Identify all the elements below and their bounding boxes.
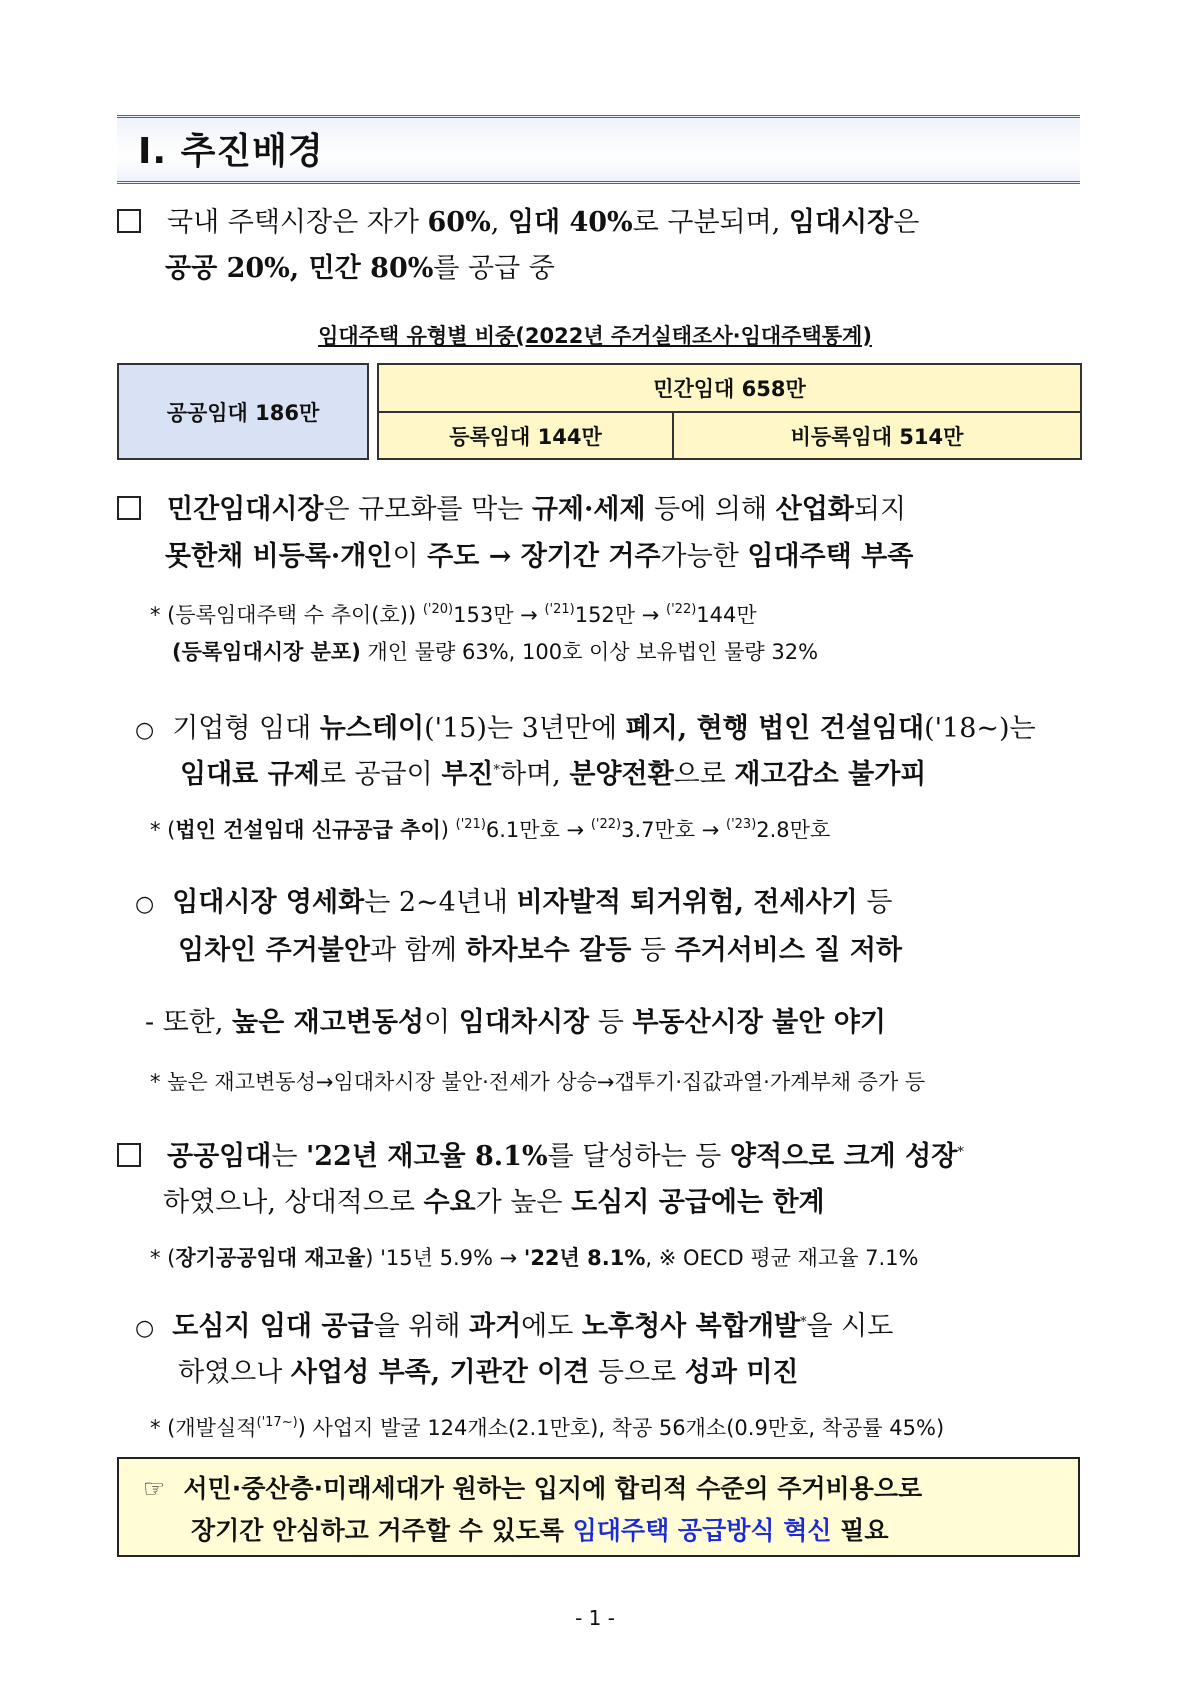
text-bold: 하자보수 갈등 bbox=[465, 935, 632, 966]
registered-rental-cell: 등록임대 144만 bbox=[379, 413, 674, 458]
text: 가능한 bbox=[660, 541, 748, 572]
text: 국내 주택시장은 자가 bbox=[167, 207, 428, 238]
text: * ( bbox=[150, 1246, 176, 1270]
text-bold: 과거 bbox=[469, 1311, 522, 1342]
text: 장기간 안심하고 거주할 수 있도록 bbox=[191, 1516, 573, 1545]
text-bold: 임대료 규제 bbox=[180, 759, 320, 790]
text-bold: 주도 → 장기간 거주 bbox=[427, 541, 661, 572]
text: 로 공급이 bbox=[319, 759, 442, 790]
text: 2.8만호 bbox=[756, 818, 831, 842]
text: 로 구분되며, bbox=[632, 207, 789, 238]
text: 이 bbox=[424, 1007, 459, 1038]
circle-bullet: ○ bbox=[135, 718, 155, 743]
sup: ('23) bbox=[726, 817, 757, 832]
text: 은 bbox=[893, 207, 920, 238]
para-3-line-1 bbox=[135, 706, 1036, 745]
text: 6.1만호 → bbox=[485, 818, 591, 842]
text: ('15)는 3년만에 bbox=[424, 713, 626, 744]
conclusion-box bbox=[117, 1457, 1080, 1557]
sup: ('21) bbox=[544, 602, 575, 617]
text-bold: 임차인 주거불안 bbox=[178, 935, 370, 966]
page-number: - 1 - bbox=[575, 1606, 615, 1630]
text-bold: 높은 재고변동성 bbox=[232, 1007, 425, 1038]
text: 하였으나, 상대적으로 bbox=[163, 1187, 424, 1218]
text: 153만 → bbox=[453, 603, 545, 627]
checkbox-bullet bbox=[117, 209, 141, 233]
text: 개인 물량 63%, 100호 이상 보유법인 물량 32% bbox=[360, 640, 819, 664]
text-bold: 산업화 bbox=[775, 494, 854, 525]
section-title bbox=[138, 123, 324, 174]
public-rental-cell: 공공임대 186만 bbox=[117, 363, 369, 460]
text: ) 사업지 발굴 124개소(2.1만호), 착공 56개소(0.9만호, 착공률 45%) bbox=[297, 1416, 945, 1440]
sup: * bbox=[493, 763, 500, 778]
circle-bullet: ○ bbox=[135, 1316, 155, 1341]
text: ) bbox=[440, 818, 456, 842]
text-bold: 규제·세제 bbox=[531, 494, 646, 525]
text-bold: 도심지 임대 공급 bbox=[172, 1311, 374, 1342]
sup: * bbox=[799, 1315, 807, 1330]
para-2-line-1 bbox=[117, 487, 906, 526]
sup: ('21) bbox=[455, 817, 486, 832]
text: 하였으나 bbox=[178, 1357, 291, 1388]
text: 는 bbox=[271, 1141, 306, 1172]
text-bold: 폐지, 현행 법인 건설임대 bbox=[625, 713, 925, 744]
para-4-dash bbox=[145, 1000, 886, 1039]
para-4-line-1 bbox=[135, 880, 892, 919]
text-bold: 부진 bbox=[441, 759, 494, 790]
text-bold: 뉴스테이 bbox=[319, 713, 425, 744]
text: 되지 bbox=[853, 494, 907, 525]
text: 152만 → bbox=[574, 603, 667, 627]
text: 을 시도 bbox=[806, 1311, 894, 1342]
text: 는 2~4년내 bbox=[364, 887, 517, 918]
text: 가 높은 bbox=[475, 1187, 572, 1218]
text: * (개발실적 bbox=[150, 1416, 257, 1440]
text-bold: 장기공공임대 재고율 bbox=[175, 1246, 366, 1270]
sup: ('22) bbox=[590, 817, 622, 832]
text-bold: 임대 40% bbox=[507, 207, 633, 238]
text-bold: 양적으로 크게 성장 bbox=[729, 1141, 958, 1172]
text-bold: 사업성 부족, 기관간 이견 bbox=[290, 1357, 590, 1388]
text-bold: 성과 미진 bbox=[684, 1357, 799, 1388]
para-5-line-1 bbox=[117, 1134, 964, 1173]
note-registered-distribution bbox=[172, 636, 818, 666]
pointing-hand-icon: ☞ bbox=[143, 1474, 166, 1503]
text: 서민·중산층·미래세대가 원하는 입지에 합리적 수준의 주거비용으로 bbox=[183, 1474, 923, 1503]
text-bold: (등록임대시장 분포) bbox=[172, 640, 361, 664]
text: 등 bbox=[631, 935, 675, 966]
checkbox-bullet bbox=[117, 1143, 141, 1167]
text-bold: 못한채 비등록·개인 bbox=[165, 541, 393, 572]
sup: ('20) bbox=[422, 602, 454, 617]
text: 를 달성하는 등 bbox=[547, 1141, 730, 1172]
text-bold: 임대차시장 bbox=[458, 1007, 590, 1038]
text: - 또한, bbox=[145, 1007, 233, 1038]
text-bold: 임대시장 bbox=[788, 207, 894, 238]
text: 과 함께 bbox=[369, 935, 466, 966]
para-5-line-2 bbox=[163, 1180, 825, 1219]
circle-bullet: ○ bbox=[135, 892, 155, 917]
text: 등으로 bbox=[589, 1357, 685, 1388]
text: 필요 bbox=[831, 1516, 889, 1545]
text-bold: '22년 8.1% bbox=[523, 1246, 646, 1270]
text: 기업형 임대 bbox=[172, 713, 320, 744]
text: 을 위해 bbox=[373, 1311, 469, 1342]
note-registered-trend bbox=[150, 599, 757, 629]
private-rental-table bbox=[377, 363, 1082, 460]
private-rental-header: 민간임대 658만 bbox=[379, 365, 1080, 413]
text-bold: 재고감소 불가피 bbox=[734, 759, 927, 790]
highlight-text: 임대주택 공급방식 혁신 bbox=[572, 1516, 832, 1545]
text-bold: 분양전환 bbox=[569, 759, 674, 790]
table-caption: 임대주택 유형별 비중(2022년 주거실태조사·임대주택통계) bbox=[318, 324, 872, 348]
text-bold: 부동산시장 불안 야기 bbox=[632, 1007, 886, 1038]
sup: ('17~) bbox=[256, 1415, 298, 1430]
section-title-text: 추진배경 bbox=[180, 131, 324, 172]
note-development-record bbox=[150, 1412, 944, 1442]
para-4-line-2 bbox=[178, 928, 902, 967]
text: * (등록임대주택 수 추이(호)) bbox=[150, 603, 423, 627]
text-bold: 임대시장 영세화 bbox=[172, 887, 365, 918]
section-numeral: Ⅰ. bbox=[138, 131, 168, 172]
note-corporate-supply bbox=[150, 814, 830, 844]
text-bold: 법인 건설임대 신규공급 추이 bbox=[175, 818, 441, 842]
unregistered-rental-cell: 비등록임대 514만 bbox=[790, 424, 964, 449]
para-6-line-1 bbox=[135, 1304, 893, 1343]
sup: * bbox=[957, 1145, 964, 1160]
text: 144만 bbox=[696, 603, 757, 627]
text: , ※ OECD 평균 재고율 7.1% bbox=[645, 1246, 919, 1270]
para-1-line-1 bbox=[117, 200, 919, 239]
para-2-line-2 bbox=[165, 534, 913, 573]
text-bold: 비자발적 퇴거위험, 전세사기 bbox=[516, 887, 858, 918]
text: 등 bbox=[857, 887, 893, 918]
text: 3.7만호 → bbox=[621, 818, 726, 842]
note-stock-volatility: * 높은 재고변동성→임대차시장 불안·전세가 상승→갭투기·집값과열·가계부채 증가 등 bbox=[150, 1070, 926, 1094]
conclusion-line-2 bbox=[191, 1511, 889, 1547]
text-bold: 민간임대시장 bbox=[167, 494, 324, 525]
text-bold: 수요 bbox=[423, 1187, 476, 1218]
text: ) '15년 5.9% → bbox=[365, 1246, 524, 1270]
text-bold: 도심지 공급에는 한계 bbox=[571, 1187, 825, 1218]
text-bold: 임대주택 부족 bbox=[747, 541, 914, 572]
text: 하며, bbox=[499, 759, 570, 790]
para-1-line-2 bbox=[165, 246, 555, 285]
text: 에도 bbox=[521, 1311, 582, 1342]
text: 이 bbox=[392, 541, 428, 572]
sup: ('22) bbox=[666, 602, 697, 617]
para-3-line-2 bbox=[180, 752, 926, 791]
text: , bbox=[490, 207, 508, 238]
text-bold: 공공 20%, 민간 80% bbox=[165, 253, 434, 284]
checkbox-bullet bbox=[117, 496, 141, 520]
note-public-stock-rate bbox=[150, 1242, 918, 1272]
text-bold: 노후청사 복합개발 bbox=[581, 1311, 800, 1342]
conclusion-line-1 bbox=[143, 1469, 922, 1505]
text: 등에 의해 bbox=[645, 494, 776, 525]
text-bold: '22년 재고율 8.1% bbox=[306, 1141, 548, 1172]
text: * ( bbox=[150, 818, 176, 842]
text: ('18~)는 bbox=[924, 713, 1036, 744]
text: 등 bbox=[589, 1007, 633, 1038]
text: 를 공급 중 bbox=[433, 253, 555, 284]
text-bold: 60% bbox=[427, 207, 491, 238]
para-6-line-2 bbox=[178, 1350, 799, 1389]
text-bold: 공공임대 bbox=[167, 1141, 272, 1172]
text: 으로 bbox=[673, 759, 735, 790]
text: 은 규모화를 막는 bbox=[323, 494, 532, 525]
text-bold: 주거서비스 질 저하 bbox=[674, 935, 903, 966]
